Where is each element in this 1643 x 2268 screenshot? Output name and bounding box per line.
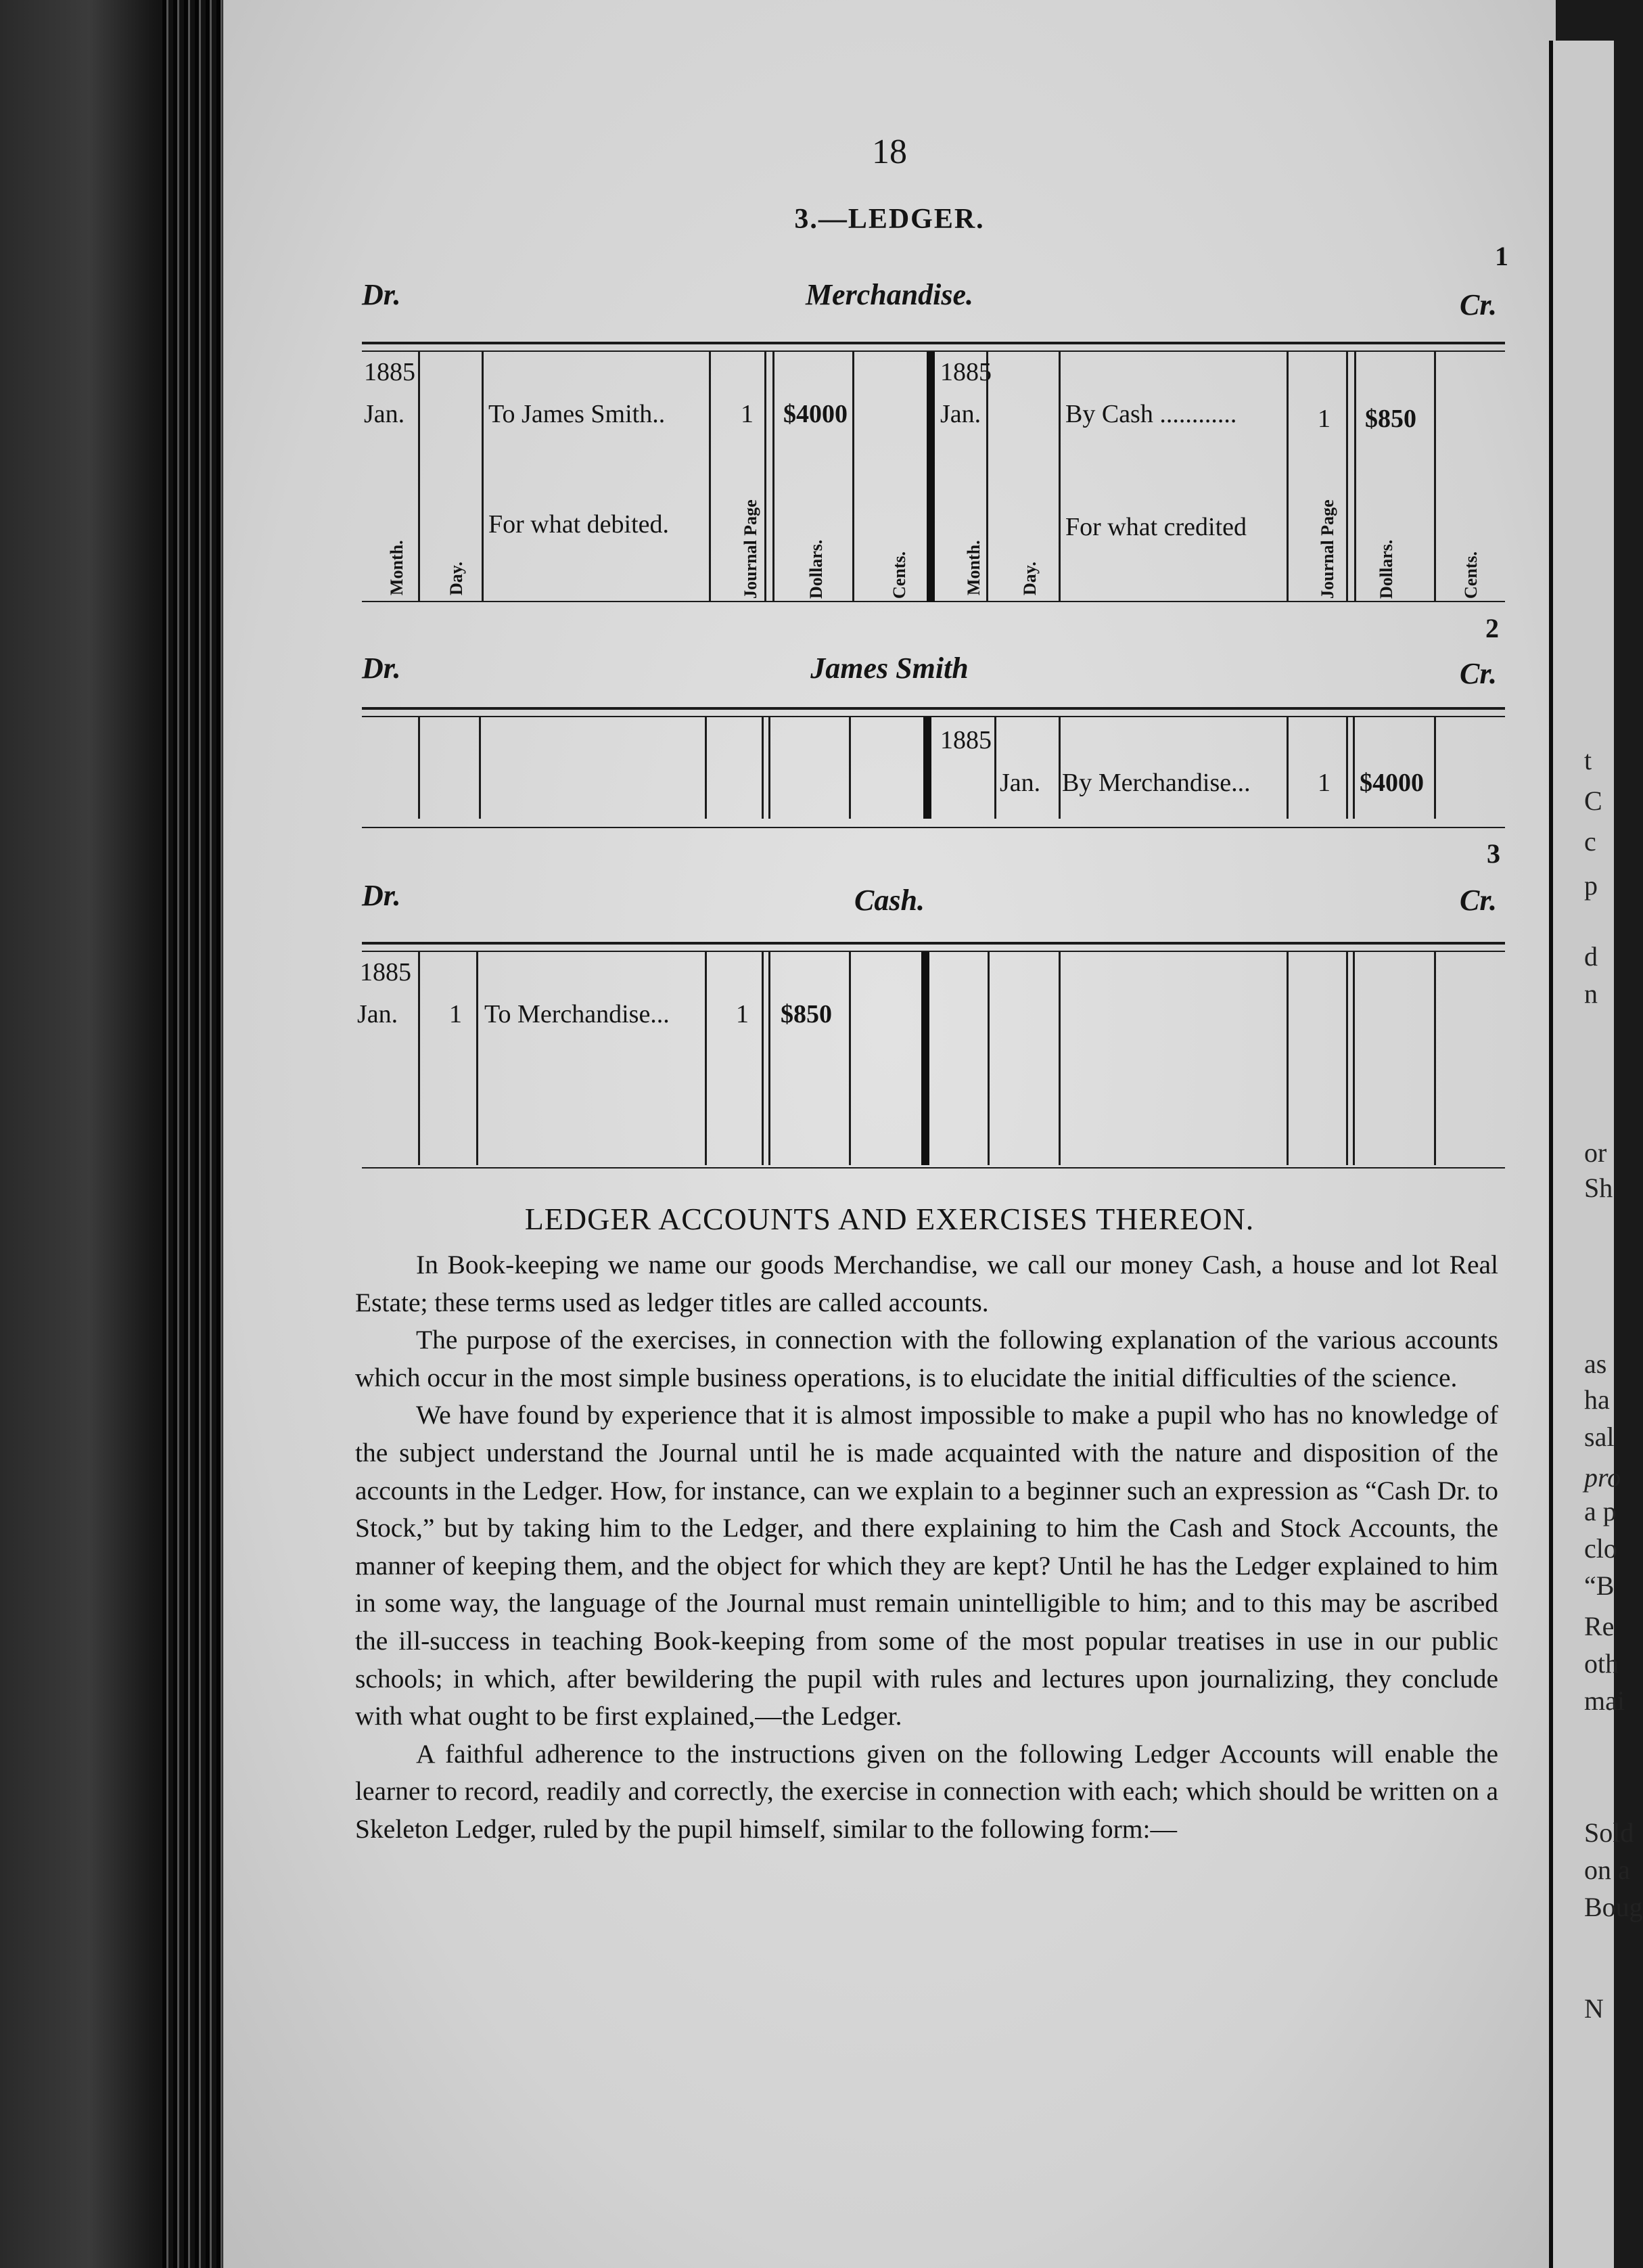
col-label-dollars: Dollars. — [806, 539, 826, 599]
col-label-dollars-credit: Dollars. — [1376, 539, 1396, 599]
account-bottom-rule-2 — [362, 827, 1505, 828]
credit-month: Jan. — [940, 400, 981, 428]
account-title-james-smith: James Smith — [810, 652, 969, 685]
credit-dollars-2: $4000 — [1360, 769, 1424, 797]
debit-folio-3: 1 — [736, 1000, 749, 1028]
account-number-3: 3 — [1487, 838, 1500, 869]
account-number-2: 2 — [1485, 613, 1499, 643]
facing-page-edge: t C c p d n or Sh as ha sal pro a p clo “B Re oth mai Sold on a Boug N — [1549, 41, 1614, 2268]
credit-month-2: Jan. — [1000, 769, 1041, 797]
account-top-rule-2 — [362, 707, 1505, 710]
account-top-rule-3 — [362, 942, 1505, 945]
debit-year: 1885 — [364, 358, 415, 386]
body-text — [355, 1246, 1498, 1849]
dr-label-3: Dr. — [362, 879, 401, 912]
debit-dollars: $4000 — [783, 400, 848, 428]
cr-label-1: Cr. — [1460, 288, 1498, 321]
col-label-cents: Cents. — [889, 551, 909, 599]
exercises-heading: LEDGER ACCOUNTS AND EXERCISES THEREON. — [524, 1202, 1255, 1236]
credit-year: 1885 — [940, 358, 992, 386]
debit-day-3: 1 — [449, 1000, 462, 1028]
page-number: 18 — [872, 133, 907, 171]
account-center-divider-2 — [923, 717, 931, 819]
cr-label-2: Cr. — [1460, 657, 1498, 690]
credit-particulars: By Cash ............ — [1065, 400, 1237, 428]
book-page — [223, 0, 1556, 2268]
credit-particulars-2: By Merchandise... — [1062, 769, 1251, 797]
credit-column-caption: For what credited — [1065, 513, 1247, 541]
dr-label-2: Dr. — [362, 652, 401, 685]
debit-particulars-3: To Merchandise... — [484, 1000, 670, 1028]
paragraph-3: We have found by experience that it is almost impossible to make a pupil who has no knowledge of the subject understand the Journal until he is made acquainted with the nature and disposition of the accounts in the Ledger. How, for instance, can we explain to a beginner such an expression as “Cash Dr. to Stock,” but by taking him to the Ledger, and there explaining to him the Cash and Stock Accounts, the manner of keeping them, and the object for which they are kept? Until he has the Ledger explained to him in some way, the language of the Journal must remain unintelligible to him; and to this may be ascribed the ill-success in teaching Book-keeping from some of the most popular treatises in use in our public schools; in which, after bewildering the pupil with rules and lectures upon journalizing, they conclude with what ought to be first explained,—the Ledger. — [355, 1400, 1498, 1731]
debit-month-3: Jan. — [357, 1000, 398, 1028]
credit-dollars: $850 — [1365, 405, 1416, 433]
paragraph-4: A faithful adherence to the instructions given on the following Ledger Accounts will enable the learner to record, readily and correctly, the exercise in connection with each; which should be written on a Skeleton Ledger, ruled by the pupil himself, similar to the following form:— — [355, 1738, 1498, 1844]
debit-dollars-3: $850 — [781, 1000, 832, 1028]
debit-column-caption: For what debited. — [488, 510, 670, 539]
col-label-month-credit: Month. — [964, 540, 984, 595]
col-label-cents-credit: Cents. — [1461, 551, 1481, 599]
account-center-divider-3 — [921, 952, 929, 1165]
page-edges — [162, 0, 230, 2268]
paragraph-2: The purpose of the exercises, in connection with the following explanation of the various accounts which occur in the most simple business operations, is to elucidate the initial difficulties of the science. — [355, 1325, 1498, 1392]
account-center-divider-1 — [927, 352, 935, 602]
debit-year-3: 1885 — [360, 958, 411, 986]
debit-particulars: To James Smith.. — [488, 400, 666, 428]
dr-label-1: Dr. — [362, 278, 401, 311]
account-bottom-rule-3 — [362, 1167, 1505, 1169]
paragraph-1: In Book-keeping we name our goods Merchandise, we call our money Cash, a house and lot Real Estate; these terms used as ledger titles are called accounts. — [355, 1250, 1498, 1317]
debit-month: Jan. — [364, 400, 405, 428]
account-number-1: 1 — [1495, 241, 1508, 271]
cr-label-3: Cr. — [1460, 884, 1498, 917]
account-title-cash: Cash. — [854, 884, 925, 917]
credit-folio-2: 1 — [1318, 769, 1330, 797]
col-label-day: Day. — [446, 562, 466, 595]
credit-folio: 1 — [1318, 405, 1330, 433]
credit-year-2: 1885 — [940, 726, 992, 754]
col-label-journal-page-credit: Journal Page — [1318, 499, 1337, 599]
col-label-day-credit: Day. — [1020, 562, 1040, 595]
account-top-rule-1 — [362, 342, 1505, 344]
section-title: 3.—LEDGER. — [794, 204, 985, 235]
debit-folio: 1 — [741, 400, 754, 428]
account-title-merchandise: Merchandise. — [805, 278, 974, 311]
col-label-journal-page: Journal Page — [741, 499, 760, 599]
col-label-month: Month. — [387, 540, 407, 595]
